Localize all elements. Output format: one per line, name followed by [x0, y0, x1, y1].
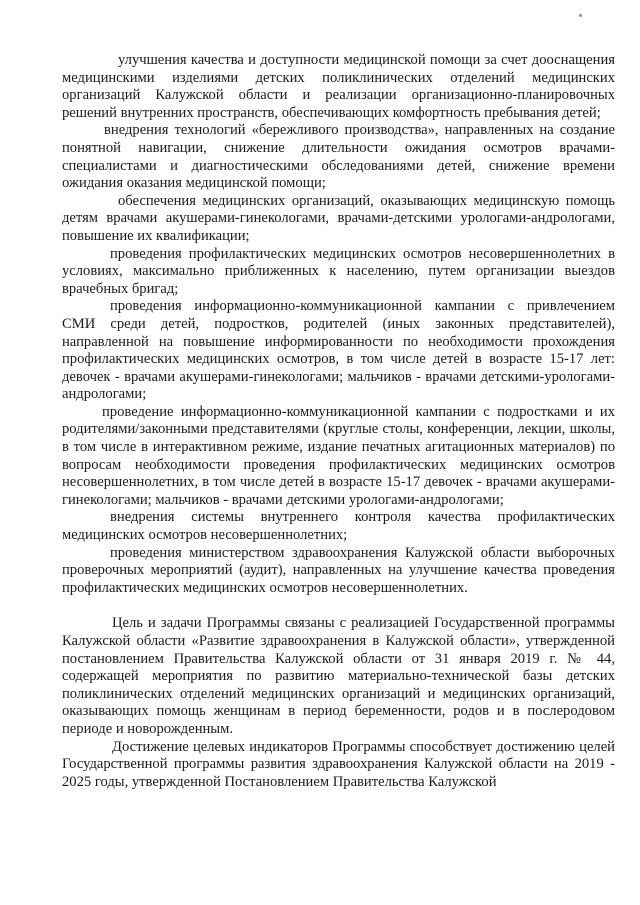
list-item-quality-control: внедрения системы внутреннего контроля качества профилактических медицинских осмотров несовершеннолетних;	[62, 509, 615, 544]
paragraph-gap	[62, 597, 615, 615]
list-item-audit: проведения министерством здравоохранения Калужской области выборочных проверочных мероприятий (аудит), направленных на улучшение качества проведения профилактических медицинских осмотров несовершеннолетних.	[62, 544, 615, 596]
list-item-teen-campaign: проведение информационно-коммуникационной кампании с подростками и их родителями/законными представителями (круглые столы, конференции, лекции, школы, в том числе в интерактивном режиме, издание печатных агитационных материалов) по вопросам необходимости проведения профилактических медицинских осмотров несовершеннолетних, в том числе детей в возрасте 15-17 девочек - врачами акушерами-гинекологами; мальчиков - врачами детскими урологами-андрологами;	[62, 403, 615, 508]
document-body	[62, 52, 615, 791]
paragraph-indicators: Достижение целевых индикаторов Программы способствует достижению целей Государственной программы развития здравоохранения Калужской области на 2019 - 2025 годы, утвержденной Постановлением Правительства Калужской	[62, 738, 615, 790]
scan-dot	[579, 14, 582, 17]
list-item-quality: улучшения качества и доступности медицинской помощи за счет дооснащения медицинскими изделиями детских поликлинических отделений медицинских организаций Калужской области и реализации организационно-планировочных решений внутренних пространств, обеспечивающих комфортность пребывания детей;	[62, 52, 615, 121]
list-item-checkups: проведения профилактических медицинских осмотров несовершеннолетних в условиях, максимально приближенных к населению, путем организации выездов врачебных бригад;	[62, 245, 615, 297]
list-item-media-campaign: проведения информационно-коммуникационной кампании с привлечением СМИ среди детей, подростков, родителей (иных законных представителей), направленной на повышение информированности по необходимости прохождения профилактических медицинских осмотров, в том числе детей в возрасте 15-17 лет: девочек - врачами акушерами-гинекологами; мальчиков - врачами детскими-урологами-андрологами;	[62, 298, 615, 403]
list-item-staffing: обеспечения медицинских организаций, оказывающих медицинскую помощь детям врачами акушерами-гинекологами, врачами-детскими урологами-андрологами, повышение их квалификации;	[62, 192, 615, 244]
list-item-lean: внедрения технологий «бережливого производства», направленных на создание понятной навигации, снижение длительности ожидания осмотров врачами-специалистами и диагностическими обследованиями детей, снижение времени ожидания оказания медицинской помощи;	[62, 122, 615, 192]
paragraph-goals: Цель и задачи Программы связаны с реализацией Государственной программы Калужской области «Развитие здравоохранения в Калужской области», утвержденной постановлением Правительства Калужской области от 31 января 2019 г. № 44, содержащей мероприятия по развитию материально-технической базы детских поликлинических отделений медицинских организаций и медицинских организаций, оказывающих помощь женщинам в период беременности, родов и в послеродовом периоде и новорожденным.	[62, 615, 615, 737]
